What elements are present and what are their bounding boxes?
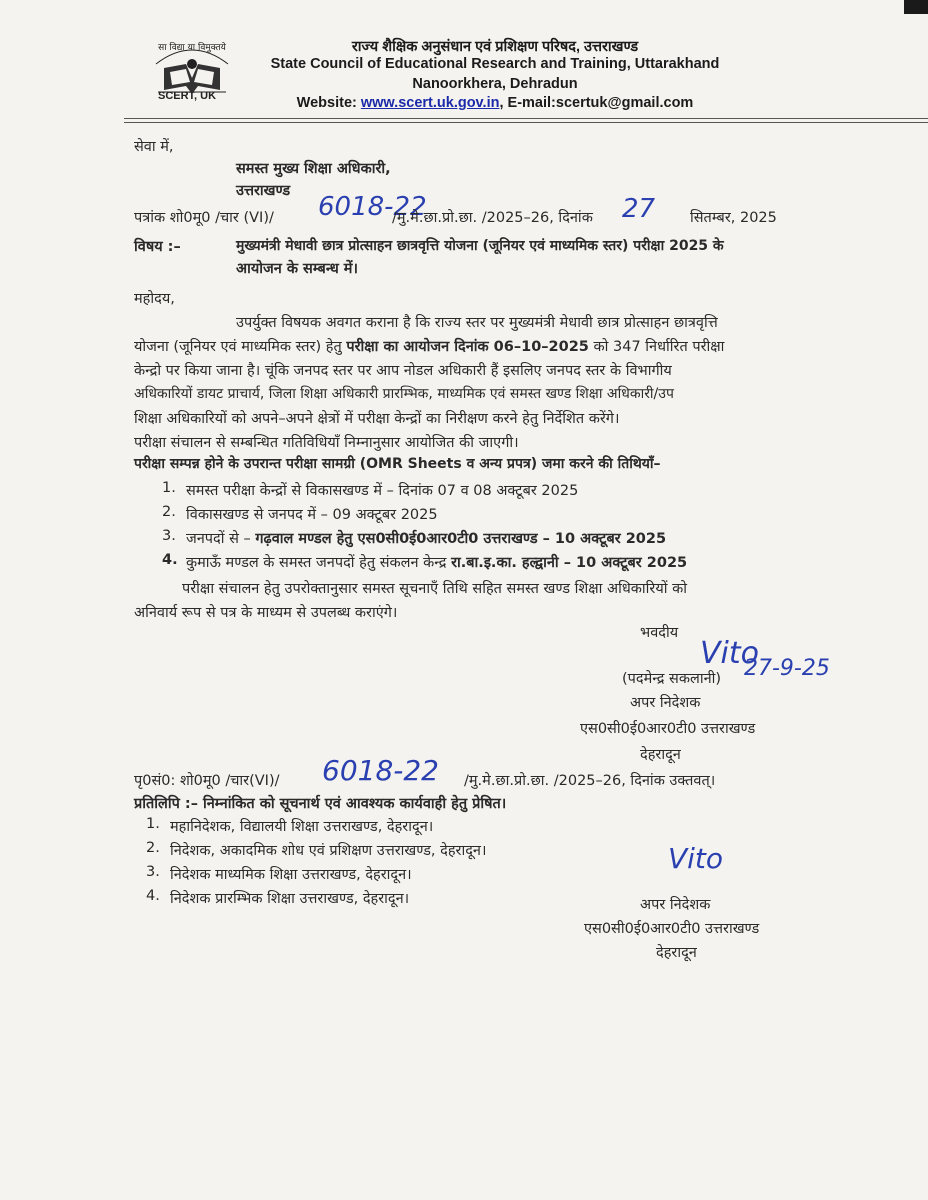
exam-date-highlight: परीक्षा का आयोजन दिनांक 06–10–2025 — [346, 339, 589, 355]
email-label: , E-mail: — [499, 95, 556, 111]
signature-date: 27-9-25 — [744, 656, 830, 681]
letter-ref-prefix: पत्रांक शो0मू0 /चार (VI)/ — [134, 210, 274, 226]
para2-line-b: अनिवार्य रूप से पत्र के माध्यम से उपलब्ध कराएंगे। — [134, 605, 398, 621]
para1-line-b — [134, 336, 724, 356]
contact-line — [250, 95, 740, 111]
para1-line-d: अधिकारियों डायट प्राचार्य, जिला शिक्षा अधिकारी प्रारम्भिक, माध्यमिक एवं समस्त खण्ड शिक्षा अधिकारी/उप — [134, 386, 674, 402]
para1-b-end: को 347 निर्धारित परीक्षा — [588, 339, 725, 355]
signatory-designation: अपर निदेशक — [630, 695, 701, 711]
signatory-place: देहरादून — [656, 945, 697, 961]
bhavdiya: भवदीय — [640, 625, 679, 641]
copy-heading: प्रतिलिपि :– निम्नांकित को सूचनार्थ एवं आवश्यक कार्यवाही हेतु प्रेषित। — [134, 796, 507, 812]
letter-date-month: सितम्बर, 2025 — [690, 210, 777, 226]
list-item-num: 3. — [146, 864, 160, 880]
para2-line-a: परीक्षा संचालन हेतु उपरोक्तानुसार समस्त सूचनाएँ तिथि सहित समस्त खण्ड शिक्षा अधिकारियों को — [182, 581, 687, 597]
list-item: विकासखण्ड से जनपद में – 09 अक्टूबर 2025 — [186, 507, 438, 523]
copy-ref-number: 6018-22 — [322, 754, 439, 787]
para1-line-c: केन्द्रो पर किया जाना है। चूंकि जनपद स्तर पर आप नोडल अधिकारी हैं इसलिए जनपद स्तर के विभागीय — [134, 363, 672, 379]
logo-motto: सा विद्या या विमुक्तये — [158, 43, 226, 53]
signatory-designation: अपर निदेशक — [640, 897, 711, 913]
salutation: महोदय, — [134, 291, 175, 307]
para1-b-start: योजना (जूनियर एवं माध्यमिक स्तर) हेतु — [134, 339, 347, 355]
list-item: निदेशक माध्यमिक शिक्षा उत्तराखण्ड, देहरादून। — [170, 867, 412, 883]
email-link[interactable]: scertuk@gmail.com — [555, 95, 694, 111]
recipient-line-2: उत्तराखण्ड — [236, 183, 291, 199]
para1-line-e: शिक्षा अधिकारियों को अपने–अपने क्षेत्रों में परीक्षा केन्द्रों का निरीक्षण करने हेतु निर्देशित करेंगे। — [134, 411, 620, 427]
list-item: महानिदेशक, विद्यालयी शिक्षा उत्तराखण्ड, देहरादून। — [170, 819, 434, 835]
header-rule-top — [124, 118, 928, 119]
list-item-num: 2. — [146, 840, 160, 856]
website-label: Website: — [296, 95, 361, 111]
list-item: निदेशक प्रारम्भिक शिक्षा उत्तराखण्ड, देहरादून। — [170, 891, 410, 907]
signatory-name: (पदमेन्द्र सकलानी) — [622, 671, 722, 687]
signature-scribble: Vito — [668, 842, 724, 875]
org-title-english: State Council of Educational Research and Training, Uttarakhand — [270, 56, 720, 72]
list-item-num: 1. — [146, 816, 160, 832]
subject-label: विषय :– — [134, 239, 181, 255]
list-item: निदेशक, अकादमिक शोध एवं प्रशिक्षण उत्तराखण्ड, देहरादून। — [170, 843, 487, 859]
list-item: जनपदों से – गढ़वाल मण्डल हेतु एस0सी0ई0आर0टी0 उत्तराखण्ड – 10 अक्टूबर 2025 — [186, 531, 667, 547]
signatory-place: देहरादून — [640, 747, 681, 763]
recipient-line-1: समस्त मुख्य शिक्षा अधिकारी, — [236, 161, 391, 177]
subject-line-2: आयोजन के सम्बन्ध में। — [236, 261, 358, 277]
list-item-num: 1. — [162, 480, 176, 496]
letter-date-day: 27 — [622, 194, 656, 224]
scan-corner-mark — [904, 0, 928, 14]
list-item-num: 3. — [162, 528, 176, 544]
para1-line-f: परीक्षा संचालन से सम्बन्धित गतिविधियाँ निम्नानुसार आयोजित की जाएगी। — [134, 435, 519, 451]
list-item-num: 4. — [146, 888, 160, 904]
copy-ref-prefix: पृ0सं0: शो0मू0 /चार(VI)/ — [134, 773, 280, 789]
website-link[interactable]: www.scert.uk.gov.in — [360, 95, 500, 111]
signatory-org: एस0सी0ई0आर0टी0 उत्तराखण्ड — [580, 721, 756, 737]
signatory-org: एस0सी0ई0आर0टी0 उत्तराखण्ड — [584, 921, 760, 937]
dates-heading: परीक्षा सम्पन्न होने के उपरान्त परीक्षा सामग्री (OMR Sheets व अन्य प्रपत्र) जमा करने की तिथियाँ– — [134, 456, 661, 472]
header-rule-bottom — [124, 122, 928, 123]
org-location: Nanoorkhera, Dehradun — [412, 76, 578, 92]
subject-line-1: मुख्यमंत्री मेधावी छात्र प्रोत्साहन छात्रवृत्ति योजना (जूनियर एवं माध्यमिक स्तर) परीक्षा 2025 के — [236, 238, 724, 254]
list-item: समस्त परीक्षा केन्द्रों से विकासखण्ड में – दिनांक 07 व 08 अक्टूबर 2025 — [186, 483, 579, 499]
signature-scribble: Vito — [700, 636, 759, 671]
para1-line-a: उपर्युक्त विषयक अवगत कराना है कि राज्य स्तर पर मुख्यमंत्री मेधावी छात्र प्रोत्साहन छात्रवृत्ति — [236, 315, 718, 331]
seva-mein: सेवा में, — [134, 139, 174, 155]
list-item: कुमाऊँ मण्डल के समस्त जनपदों हेतु संकलन केन्द्र रा.बा.इ.का. हल्द्वानी – 10 अक्टूबर 2025 — [186, 555, 688, 571]
logo-caption: SCERT, UK — [158, 90, 217, 102]
list-item-num: 4. — [162, 552, 178, 568]
copy-ref-suffix: /मु.मे.छा.प्रो.छा. /2025–26, दिनांक उक्तवत्। — [464, 773, 716, 789]
list-item-num: 2. — [162, 504, 176, 520]
letter-ref-number: 6018-22 — [318, 192, 427, 222]
org-title-hindi: राज्य शैक्षिक अनुसंधान एवं प्रशिक्षण परिषद, उत्तराखण्ड — [351, 39, 639, 55]
letter-ref-suffix: /मु.मे.छा.प्रो.छा. /2025–26, दिनांक — [392, 210, 593, 226]
